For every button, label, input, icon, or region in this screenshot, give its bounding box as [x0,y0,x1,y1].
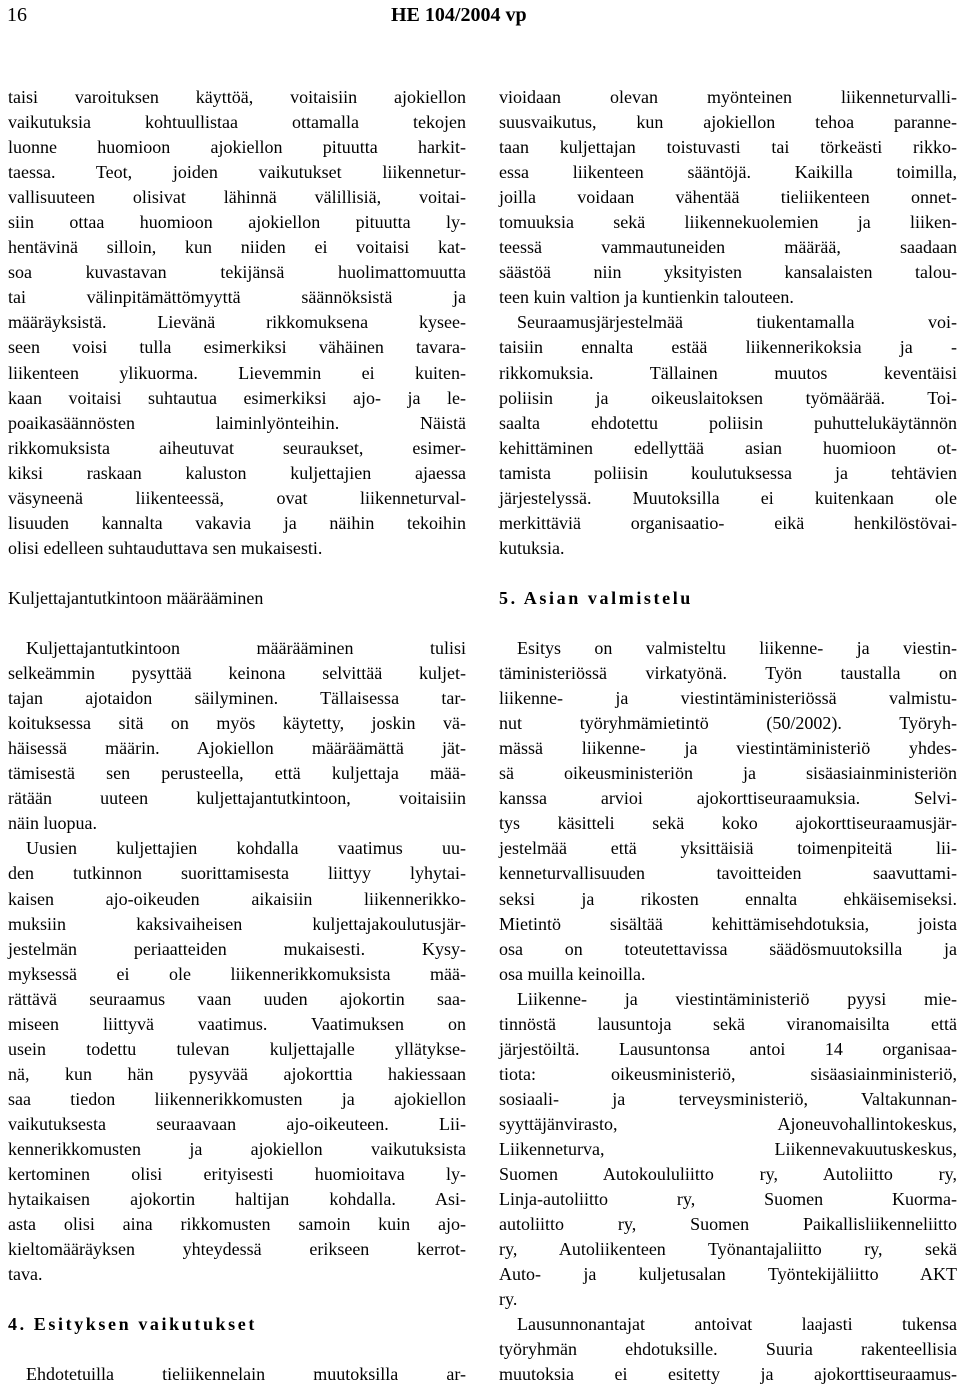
text-line: hentävinä silloin, kun niiden ei voitaisi kat- [8,237,466,258]
text-line: kaisen ajo-oikeuden aikaisiin liikennerikko- [8,888,466,909]
text-line: kertominen olisi erityisesti huomioitava ly- [8,1164,466,1185]
text-line: myksessä ei ole liikennerikkomuksista mää- [8,963,466,984]
text-line: suusvaikutus, kun ajokiellon tehoa paranne- [499,112,957,133]
text-line: Auto- ja kuljetusalan Työntekijäliitto AKT [499,1264,957,1285]
text-line: tai välinpitämättömyyttä säännöksistä ja [8,287,466,308]
text-line: sä oikeusministeriön ja sisäasiainministeriön [499,763,957,784]
text-line: luonne huomioon ajokiellon pituutta harkit- [8,137,466,158]
text-line: tiota: oikeusministeriö, sisäasiainministeriö, [499,1063,957,1084]
text-line: tomuuksia sekä liikennekuolemien ja liiken- [499,212,957,233]
text-line: jestelmän periaatteiden mukaisesti. Kysy- [8,938,466,959]
left-column [8,85,466,1387]
text-line: täministeriössä virkatyönä. Työn taustalla on [499,663,957,684]
text-line: seksi ja rikosten ennalta ehkäisemiseksi. [499,888,957,909]
text-line: häisessä määrin. Ajokiellon määräämättä jät- [8,738,466,759]
text-line: usein todettu tulevan kuljettajalle yllätykse- [8,1038,466,1059]
right-column [499,85,957,1387]
text-line: ry. [499,1289,518,1310]
text-line: muutoksia ei esitetty ja ajokorttiseuraamus- [499,1364,957,1385]
text-line: säästöä niin yksityisten kansalaisten talou- [499,262,957,283]
text-line: ry, Autoliikenteen Työnantajaliitto ry, sekä [499,1239,957,1260]
text-line: saalta ehdotettu poliisin puhuttelukäytännön [499,412,957,433]
text-line: Liikenne- ja viestintäministeriö pyysi mie- [517,988,957,1009]
text-line: poliisin ja oikeuslaitoksen työmäärää. Toi- [499,387,957,408]
text-line: hytaikaisen ajokortin haltijan kohdalla. Asi- [8,1189,466,1210]
text-line: teessä vammautuneiden määrää, saadaan [499,237,957,258]
text-line: tamista poliisin koulutuksessa ja tehtävien [499,462,957,483]
text-line: vioidaan olevan myönteinen liikenneturvalli- [499,87,957,107]
text-line: Lausunnonantajat antoivat laajasti tukensa [517,1314,957,1335]
text-line: kehittäminen edellyttää asian huomioon ot- [499,437,957,458]
text-line: näin luopua. [8,813,97,834]
text-line: sosiaali- ja terveysministeriö, Valtakunnan- [499,1088,957,1109]
text-line: nut työryhmämietintö (50/2002). Työryh- [499,713,957,734]
page-number: 16 [7,4,27,26]
text-line: työryhmän ehdotuksille. Suuria rakenteellisia [499,1339,957,1360]
text-line: den tutkinnon suorittamisesta liittyy lyhytai- [8,863,466,884]
section-heading: 5. Asian valmistelu [499,587,693,608]
blank-line [499,561,957,586]
text-line: Suomen Autokoululiitto ry, Autoliitto ry, [499,1164,957,1185]
text-line: kieltomääräyksen yhteydessä erikseen kerrot- [8,1239,466,1260]
text-line: tämisestä sen perusteella, että kuljettaja mää- [8,763,466,784]
text-line: vallisuuteen olisivat lähinnä välillisiä, voitai- [8,187,466,208]
text-line: vaikutuksesta seuraavaan ajo-oikeuteen. Lii- [8,1113,466,1134]
text-line: liikenteen ylikuorma. Lievemmin ei kuiten- [8,362,466,383]
text-line: tinnöstä lausuntoja sekä viranomaisilta että [499,1013,957,1034]
text-line: Mietintö sisältää kehittämisehdotuksia, joista [499,913,957,934]
text-line: seen voisi tulla esimerkiksi vähäinen tavara- [8,337,466,358]
text-line: siin ottaa huomioon ajokiellon pituutta ly- [8,212,466,233]
text-line: merkittäviä organisaatio- eikä henkilöstövai- [499,512,957,533]
text-line: Liikenneturva, Liikennevakuutuskeskus, [499,1138,957,1159]
text-line: poaikasäännösten laiminlyönteihin. Näistä [8,412,466,433]
section-heading: 4. Esityksen vaikutukset [8,1314,257,1335]
text-line: järjestöiltä. Lausuntonsa antoi 14 organisaa- [499,1038,957,1059]
text-line: kutuksia. [499,537,565,558]
text-line: osa muilla keinoilla. [499,963,646,984]
text-line: muksiin kaksivaiheisen kuljettajakoulutusjär- [8,913,466,934]
text-line: tajan ajotaidon säilyminen. Tällaisessa tar- [8,688,466,709]
section-heading: Kuljettajantutkintoon määrääminen [8,587,264,608]
text-line: kennerikkomusten ja ajokiellon vaikutuksista [8,1138,466,1159]
text-line: syyttäjänvirasto, Ajoneuvohallintokeskus, [499,1113,957,1134]
text-line: taisiin ennalta estää liikennerikoksia ja - [499,337,957,358]
text-line: soa kuvastavan tekijänsä huolimattomuutta [8,262,466,283]
text-line: rättävä seuraamus vaan uuden ajokortin saa- [8,988,466,1009]
text-line: Seuraamusjärjestelmää tiukentamalla voi- [517,312,957,333]
page-header [0,0,960,30]
text-line: lisuuden kannalta vakavia ja näihin tekoihin [8,512,466,533]
text-line: tava. [8,1264,43,1285]
text-line: kanssa arvioi ajokorttiseuraamuksia. Selvi- [499,788,957,809]
text-line: Kuljettajantutkintoon määrääminen tulisi [26,638,466,659]
text-line: rätään uuteen kuljettajantutkintoon, voitaisiin [8,788,466,809]
text-line: vaikutuksia kohtuullistaa ottamalla tekojen [8,112,466,133]
text-line: rikkomuksista aiheutuvat seuraukset, esimer- [8,437,466,458]
text-line: Uusien kuljettajien kohdalla vaatimus uu- [26,838,466,859]
text-line: taessa. Teot, joiden vaikutukset liikennetur- [8,162,466,183]
text-line: taisi varoituksen käyttöä, voitaisiin ajokiellon [8,87,466,107]
text-line: Esitys on valmisteltu liikenne- ja viestin- [517,638,957,659]
blank-line [8,1337,466,1362]
text-line: autoliitto ry, Suomen Paikallisliikenneliitto [499,1214,957,1235]
text-line: nä, kun hän pysyvää ajokorttia hakiessaan [8,1063,466,1084]
blank-line [8,1287,466,1312]
text-line: mässä liikenne- ja viestintäministeriö yhdes- [499,738,957,759]
text-line: olisi edelleen suhtauduttava sen mukaisesti. [8,537,323,558]
text-line: määräyksistä. Lievänä rikkomuksena kysee- [8,312,466,333]
text-line: tys käsitteli sekä koko ajokorttiseuraamusjär- [499,813,957,834]
blank-line [8,611,466,636]
text-line: selkeämmin pysyttää keinona selvittää kuljet- [8,663,466,684]
text-line: Linja-autoliitto ry, Suomen Kuorma- [499,1189,957,1210]
text-line: liikenne- ja viestintäministeriössä valmistu- [499,688,957,709]
text-line: joilla voidaan vähentää tieliikenteen onnet- [499,187,957,208]
text-line: jestelmää että yksittäisiä toimenpiteitä lii- [499,838,957,859]
text-line: Ehdotetuilla tieliikennelain muutoksilla ar- [26,1364,466,1385]
text-line: kaan voitaisi suhtautua esimerkiksi ajo- ja le- [8,387,466,408]
text-line: asta olisi aina rikkomusten samoin kuin ajo- [8,1214,466,1235]
text-line: kenneturvallisuuden tavoitteiden saavuttami- [499,863,957,884]
text-line: järjestelyssä. Muutoksilla ei kuitenkaan ole [499,487,957,508]
text-line: miseen liittyvä vaatimus. Vaatimuksen on [8,1013,466,1034]
text-line: taan kuljettajan toistuvasti tai törkeästi rikko- [499,137,957,158]
text-line: rikkomuksia. Tällainen muutos keventäisi [499,362,957,383]
text-line: kiksi raskaan kaluston kuljettajien ajaessa [8,462,466,483]
text-line: väsyneenä liikenteessä, ovat liikenneturval- [8,487,466,508]
text-line: koituksessa sitä on myös käytetty, joskin vä- [8,713,466,734]
text-line: osa on toteutettavissa säädösmuutoksilla ja [499,938,957,959]
text-line: saa tiedon liikennerikkomusten ja ajokiellon [8,1088,466,1109]
document-identifier: HE 104/2004 vp [391,4,527,26]
text-line: essa liikenteen sääntöjä. Kaikilla toimilla, [499,162,957,183]
blank-line [8,561,466,586]
blank-line [499,611,957,636]
text-line: teen kuin valtion ja kuntienkin talouteen. [499,287,794,308]
